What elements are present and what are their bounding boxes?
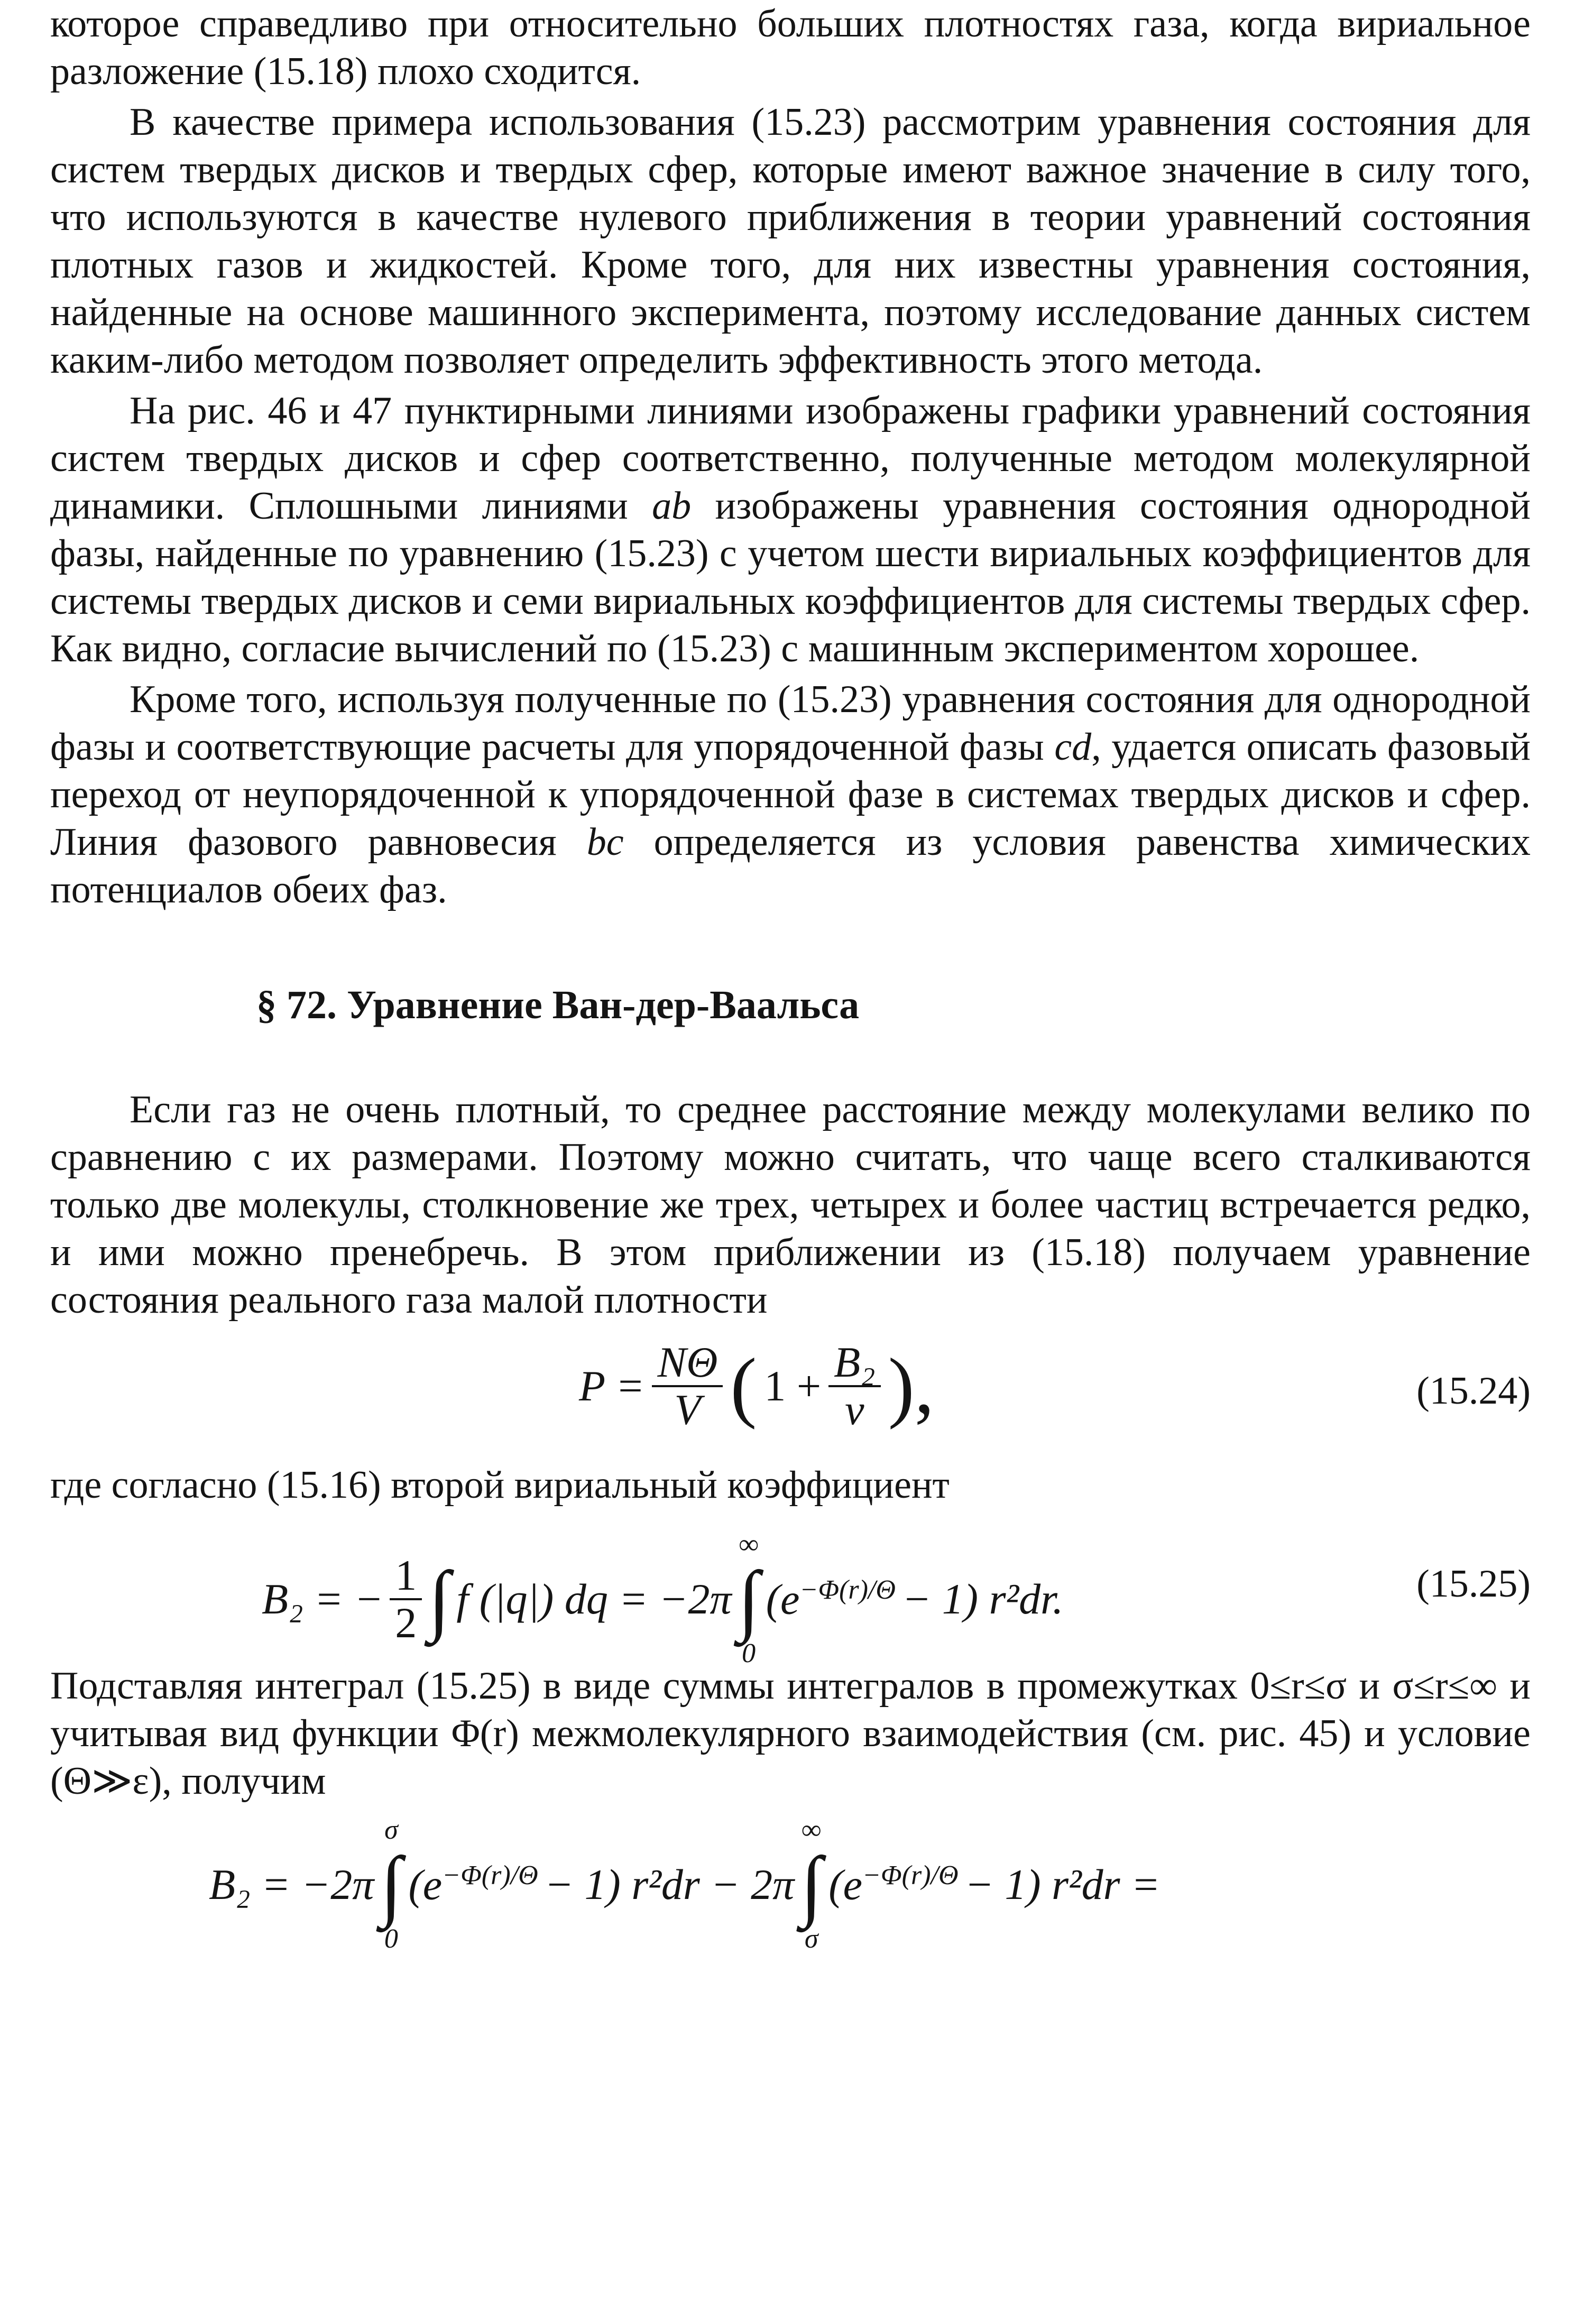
- paragraph-figures: [50, 387, 1531, 672]
- equation-15-24: [50, 1324, 1531, 1461]
- eq3-integral-2-limits: [800, 1815, 822, 1954]
- paragraph-phase-part2: , удается описать фазовый переход от неупорядоченной к упорядоченной фазе в системах твердых дисков и сфер. Линия фазового равновесия: [50, 725, 1531, 864]
- eq3-exponent-2: −Φ(r)/Θ: [862, 1860, 959, 1890]
- equation-b2-split: [50, 1805, 1531, 1963]
- eq1-numerator-2: B₂: [828, 1340, 881, 1387]
- eq3-tail-1: − 1) r²dr − 2π: [544, 1860, 795, 1908]
- eq3-upper-limit-2: ∞: [802, 1815, 822, 1845]
- label-bc: bc: [586, 820, 624, 864]
- eq2-half-numerator: 1: [390, 1553, 422, 1600]
- paragraph-phase-part3: определяется из условия равенства химических потенциалов обеих фаз.: [50, 820, 1531, 911]
- eq3-lower-limit-2: σ: [804, 1924, 818, 1954]
- eq1-paren-close: ),: [888, 1342, 935, 1430]
- eq2-tail: − 1) r²dr.: [901, 1575, 1064, 1623]
- paragraph-phase-part1: Кроме того, используя полученные по (15.23) уравнения состояния для однородной фазы и соответствующие расчеты для упорядоченной фазы: [50, 678, 1531, 769]
- paragraph-substitution: Подставляя интеграл (15.25) в виде суммы интегралов в промежутках 0≤r≤σ и σ≤r≤∞ и учитывая вид функции Φ(r) межмолекулярного взаимодействия (см. рис. 45) и условие (Θ≫ε), получим: [50, 1664, 1531, 1803]
- paragraph-second-virial: где согласно (15.16) второй вириальный коэффициент: [50, 1463, 950, 1507]
- eq3-exponent-1: −Φ(r)/Θ: [442, 1860, 538, 1890]
- label-ab: ab: [652, 484, 692, 528]
- eq3-exp-base-1: (e: [408, 1860, 443, 1909]
- eq3-exp-base-2: (e: [828, 1860, 862, 1909]
- eq2-upper-limit: ∞: [739, 1529, 759, 1560]
- eq3-term-2: [828, 1860, 958, 1910]
- eq1-paren-open: (: [730, 1342, 757, 1430]
- integral-sign-icon: ∫: [738, 1555, 760, 1643]
- eq3-tail-2: − 1) r²dr =: [964, 1860, 1160, 1908]
- eq3-term-1: [408, 1860, 538, 1910]
- eq2-integrand-2: [766, 1574, 896, 1624]
- eq2-exponent: −Φ(r)/Θ: [799, 1574, 896, 1605]
- eq3-lower-limit-1: 0: [384, 1924, 398, 1954]
- paragraph-phase-transition: [50, 676, 1531, 914]
- eq2-integrand-1: f (|q|) dq = −2π: [456, 1575, 732, 1623]
- eq1-denominator-1: V: [674, 1386, 701, 1434]
- eq3-integral-1-limits: [380, 1815, 402, 1954]
- eq3-lhs: B₂ = −2π: [209, 1860, 374, 1908]
- eq2-lower-limit: 0: [742, 1638, 756, 1668]
- eq2-half-denominator: 2: [395, 1599, 417, 1647]
- paragraph-low-density: Если газ не очень плотный, то среднее расстояние между молекулами велико по сравнению с их размерами. Поэтому можно считать, что чаще всего сталкиваются только две молекулы, столкновение же трех, четырех и более частиц встречается редко, и ими можно пренебречь. В этом приближении из (15.18) получаем уравнение состояния реального газа малой плотности: [50, 1088, 1531, 1322]
- eq1-fraction-2: [828, 1340, 881, 1433]
- eq1-numerator-1: NΘ: [652, 1340, 723, 1387]
- eq2-exp-base: (e: [766, 1575, 800, 1624]
- eq1-one-plus: 1 +: [764, 1362, 822, 1410]
- eq3-upper-limit-1: σ: [384, 1815, 398, 1845]
- paragraph-figures-part2: изображены уравнения состояния однородной фазы, найденные по уравнению (15.23) с учетом шести вириальных коэффициентов для системы твердых дисков и семи вириальных коэффициентов для системы твердых сфер. Как видно, согласие вычислений по (15.23) с машинным экспериментом хорошее.: [50, 484, 1531, 670]
- eq2-number: (15.25): [1416, 1562, 1531, 1606]
- paragraph-example: В качестве примера использования (15.23) рассмотрим уравнения состояния для систем твердых дисков и твердых сфер, которые имеют важное значение в силу того, что используются в качестве нулевого приближения в теории уравнений состояния плотных газов и жидкостей. Кроме того, для них известны уравнения состояния, найденные на основе машинного эксперимента, поэтому исследование данных систем каким-либо методом позволяет определить эффективность этого метода.: [50, 100, 1531, 382]
- integral-sign-icon: ∫: [428, 1555, 450, 1643]
- paragraph-figures-part1: На рис. 46 и 47 пунктирными линиями изображены графики уравнений состояния систем твердых дисков и сфер соответственно, полученные методом молекулярной динамики. Сплошными линиями: [50, 389, 1531, 528]
- text-column: [50, 0, 1531, 1963]
- paragraph-continuation: которое справедливо при относительно больших плотностях газа, когда вириальное разложение (15.18) плохо сходится.: [50, 2, 1531, 93]
- eq2-lhs: B₂ = −: [262, 1575, 384, 1623]
- label-cd: cd: [1054, 725, 1092, 769]
- integral-sign-icon: ∫: [380, 1841, 402, 1929]
- eq2-half: [390, 1553, 422, 1646]
- eq1-denominator-2: v: [845, 1386, 864, 1434]
- integral-sign-icon: ∫: [800, 1841, 823, 1929]
- eq1-lhs: P =: [579, 1362, 645, 1410]
- eq2-integral-limits: [738, 1530, 760, 1668]
- section-heading: § 72. Уравнение Ван-дер-Ваальса: [256, 983, 860, 1027]
- eq1-fraction-1: [652, 1340, 723, 1433]
- eq1-number: (15.24): [1416, 1369, 1531, 1413]
- equation-15-25: [50, 1509, 1531, 1668]
